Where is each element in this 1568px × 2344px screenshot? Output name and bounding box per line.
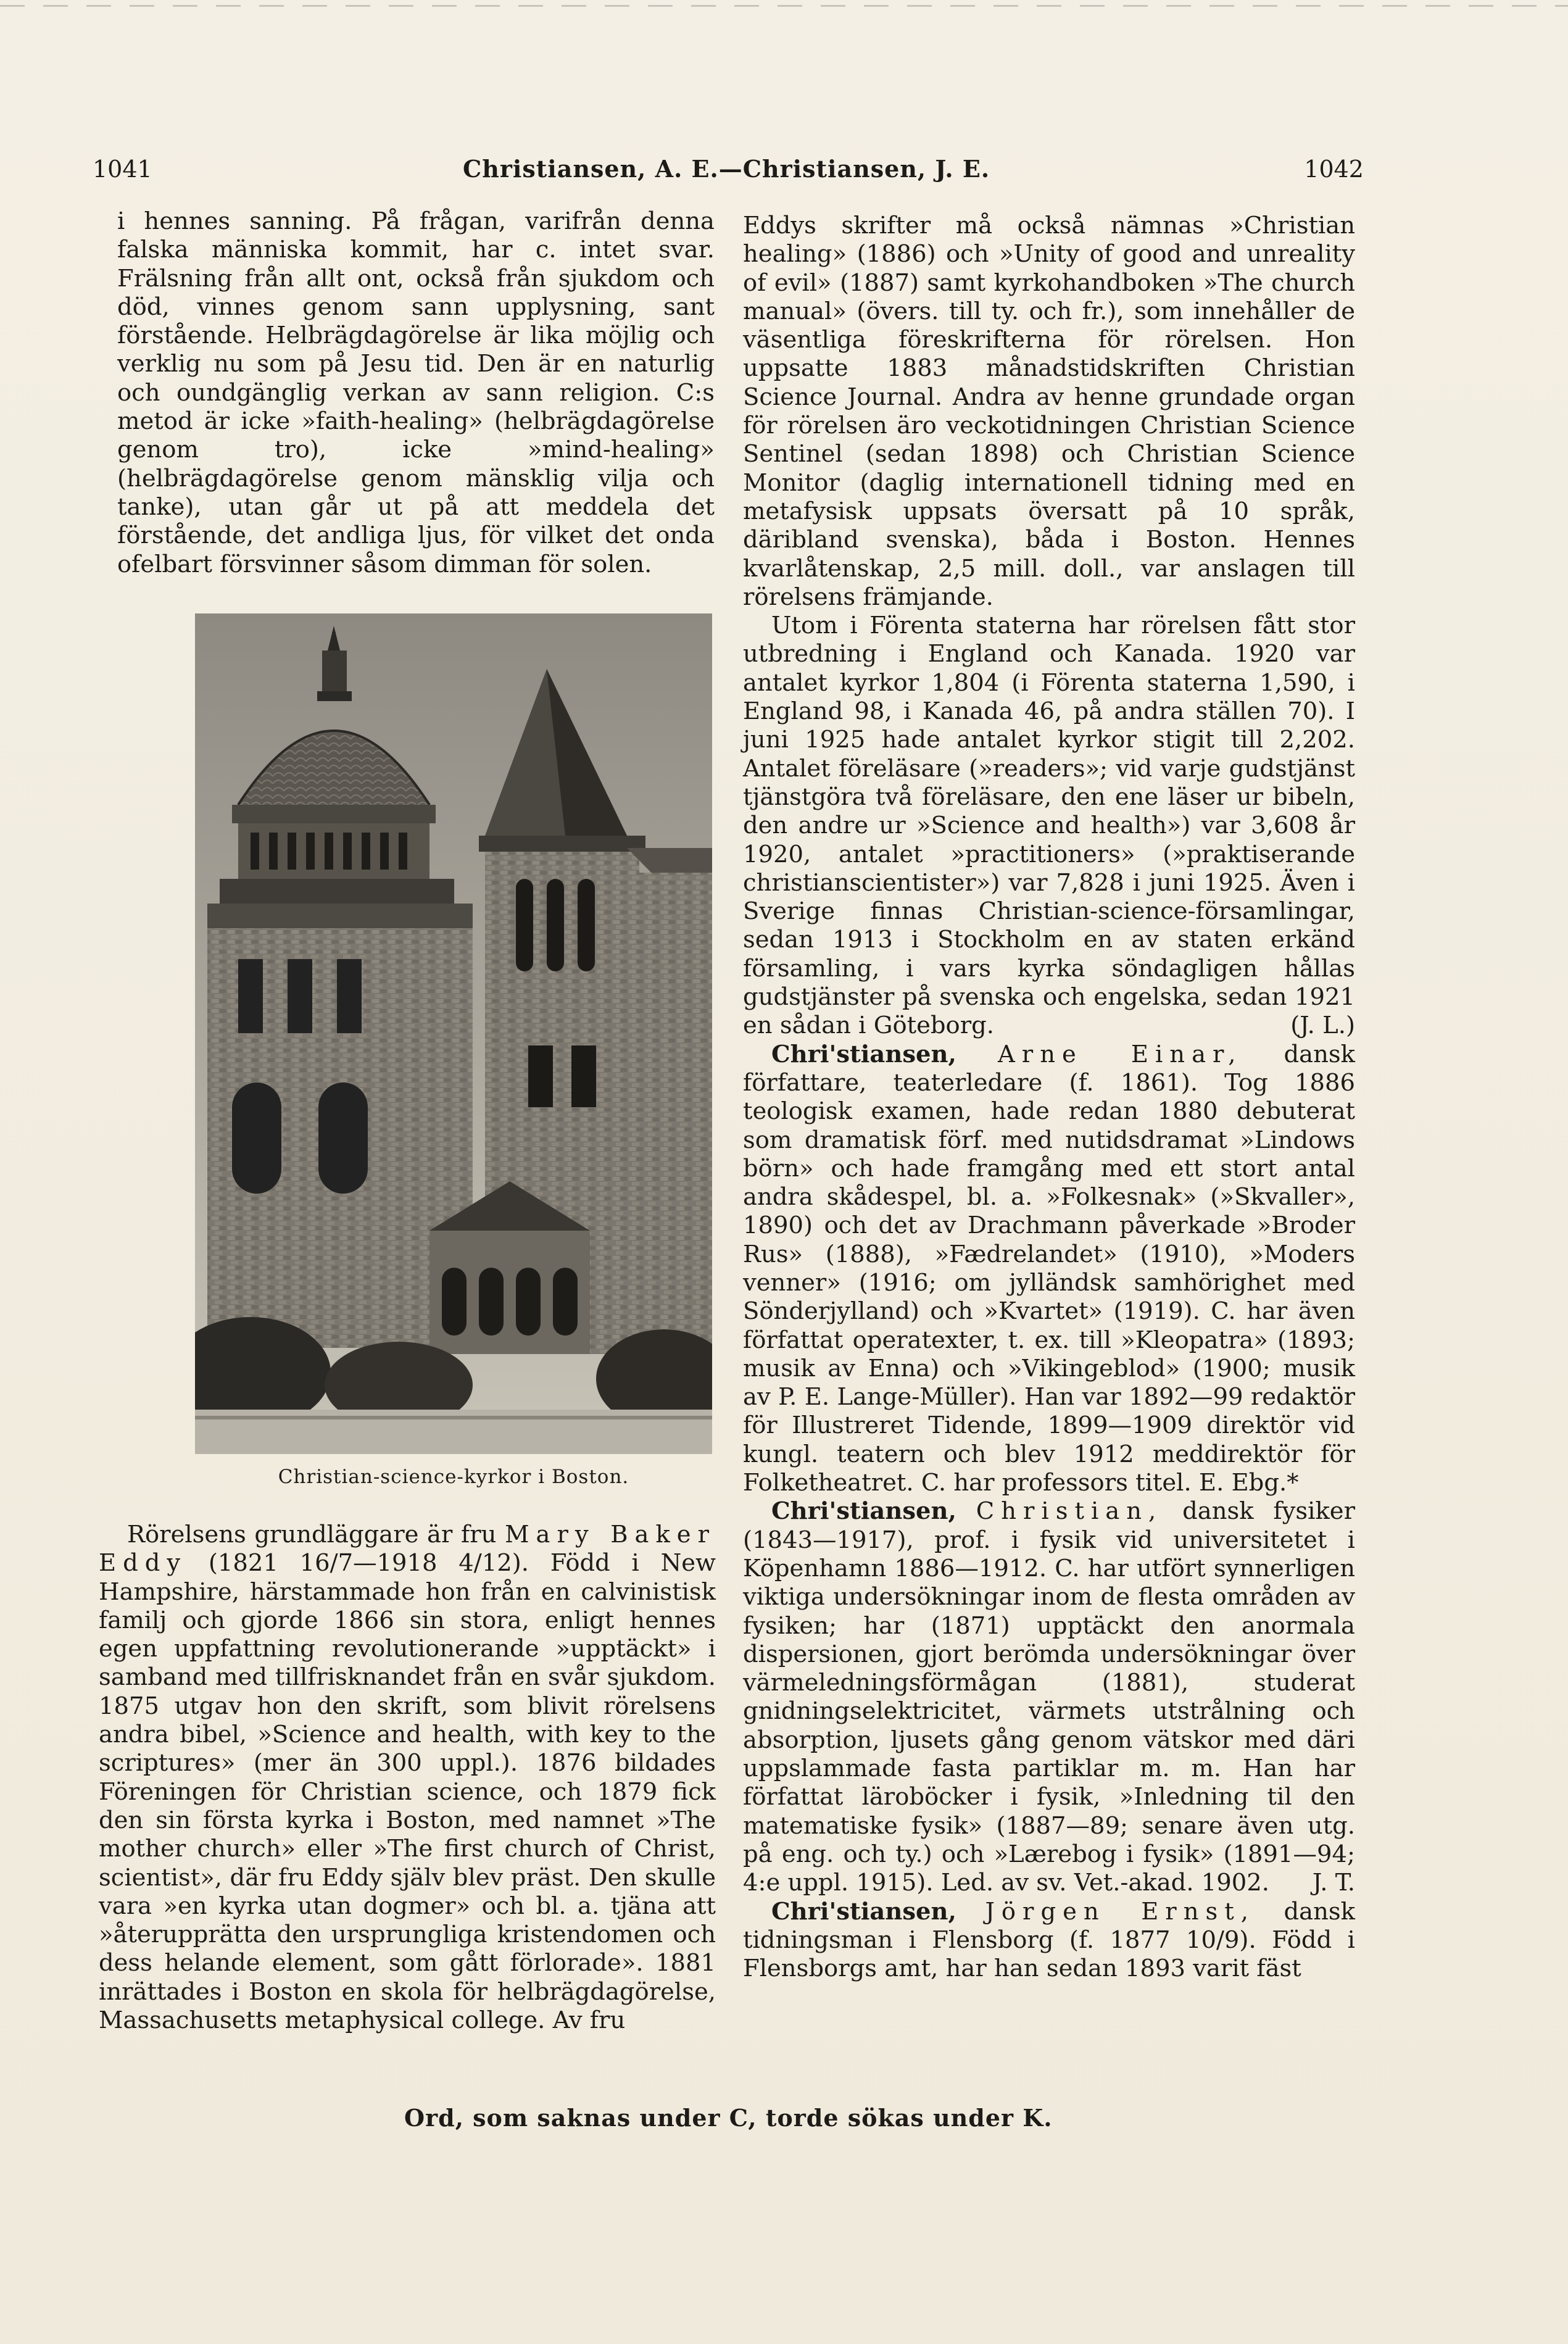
signature: E. Ebg.* bbox=[1198, 1469, 1299, 1497]
paragraph: i hennes sanning. På frågan, varifrån denna falska människa kommit, har c. intet svar. Frälsning från allt ont, också från sjukdom och död, vinnes genom sann upplysning, sant förstående. Helbrägdagörelse är lika möjlig och verklig nu som på Jesu tid. Den är en naturlig och oundgänglig verkan av sann religion. C:s metod är icke »faith-healing» (helbrägdagörelse genom tro), icke »mind-healing» (helbrägdagörelse genom mänsklig vilja och tanke), utan går ut på att meddela det förstående, det andliga ljus, för vilket det onda ofelbart försvinner såsom dimman för solen. bbox=[117, 207, 715, 578]
text-run: Rörelsens grundläggare är fru bbox=[127, 1521, 505, 1548]
entry-arne-einar bbox=[743, 1041, 1355, 1498]
paragraph bbox=[743, 612, 1355, 1040]
figure-caption: Christian-science-kyrkor i Boston. bbox=[278, 1466, 629, 1488]
entry-text: dansk tidningsman i Flensborg (f. 1877 10/9). Född i Flensborgs amt, har han sedan 1893 varit fäst bbox=[743, 1897, 1355, 1983]
paragraph bbox=[99, 1521, 716, 2035]
entry-text: dansk författare, teaterledare (f. 1861). Tog 1886 teologisk examen, hade redan 1880 debuterat som dramatisk förf. med nutidsdramat »Lindows börn» och hade framgång med ett stort antal andra skådespel, bl. a. »Folkesnak» (»Skvaller», 1890) och det av Drachmann påverkade »Broder Rus» (1888), »Fædrelandet» (1910), »Moders venner» (1916; om jylländsk samhörighet med Sönderjylland) och »Kvartet» (1919). C. har även författat operatexter, t. ex. till »Kleopatra» (1893; musik av Enna) och »Vikingeblod» (1900; musik av P. E. Lange-Müller). Han var 1892—99 redaktör för Illustreret Tidende, 1899—1909 direktör vid kungl. teatern och blev 1912 meddirektör för Folketheatret. C. har professors titel. bbox=[743, 1040, 1355, 1497]
entry-jorgen-ernst bbox=[743, 1898, 1355, 1984]
text-run: (1821 16/7—1918 4/12). bbox=[187, 1549, 550, 1577]
entry-name: Arne Einar, bbox=[998, 1040, 1243, 1068]
text-run: Född i New Hampshire, härstammade hon från en calvinistisk familj och gjorde 1866 sin stora, enligt hennes egen uppfattning revolutionerande »upptäckt» i samband med tillfrisknandet från en svår sjukdom. 1875 utgav hon den skrift, som blivit rörelsens andra bibel, »Science and health, with key to the scriptures» (mer än 300 uppl.). 1876 bildades Föreningen för Christian science, och 1879 fick den sin första kyrka i Boston, med namnet »The mother church» eller »The first church of Christ, scientist», där fru Eddy själv blev präst. Den skulle vara »en kyrka utan dogmer» och bl. a. tjäna att »återupprätta den ursprungliga kristendomen och dess helande element, som gått förlorade». 1881 inrättades i Boston en skola för helbrägdagörelse, Massachusetts metaphysical college. Av fru bbox=[99, 1549, 716, 2035]
page-number-left: 1041 bbox=[93, 156, 152, 183]
entry-headword: Chri'stiansen, bbox=[771, 1040, 956, 1068]
church-photo bbox=[195, 613, 712, 1454]
entry-name: Christian, bbox=[976, 1497, 1163, 1526]
running-header bbox=[93, 151, 1364, 188]
entry-christian bbox=[743, 1497, 1355, 1897]
paragraph: Eddys skrifter må också nämnas »Christian healing» (1886) och »Unity of good and unreality of evil» (1887) samt kyrkohandboken »The church manual» (övers. till ty. och fr.), som innehåller de väsentliga föreskrifterna för rörelsen. Hon uppsatte 1883 månadstidskriften Christian Science Journal. Andra av henne grundade organ för rörelsen äro veckotidningen Christian Science Sentinel (sedan 1898) och Christian Science Monitor (daglig internationell tidning med en metafysisk uppsats översatt på 10 språk, däribland svenska), båda i Boston. Hennes kvarlåtenskap, 2,5 mill. doll., var anslagen till rörelsens främjande. bbox=[743, 212, 1355, 611]
left-column-top bbox=[117, 207, 715, 579]
signature: J. T. bbox=[1312, 1869, 1355, 1897]
right-column bbox=[743, 212, 1355, 1983]
text-run: Utom i Förenta staterna har rörelsen fått stor utbredning i England och Kanada. 1920 var antalet kyrkor 1,804 (i Förenta staterna 1,590, i England 98, i Kanada 46, på andra ställen 70). I juni 1925 hade antalet kyrkor stigit till 2,202. Antalet föreläsare (»readers»; vid varje gudstjänst tjänstgöra två föreläsare, den ene läser ur bibeln, den andre ur »Science and health») var 3,608 år 1920, antalet »practitioners» (»praktiserande christianscientister») var 7,828 i juni 1925. Även i Sverige finnas Christian-science-församlingar, sedan 1913 i Stockholm en av staten erkänd församling, i vars kyrka söndagligen hållas gudstjänster på svenska och engelska, sedan 1921 en sådan i Göteborg. bbox=[743, 612, 1355, 1040]
entry-text: dansk fysiker (1843—1917), prof. i fysik vid universitetet i Köpenhamn 1886—1912. C. har utfört synnerligen viktiga undersökningar inom de flesta områden av fysiken; har (1871) upptäckt den anormala dispersionen, gjort berömda undersökningar över värmeledningsförmågan (1881), studerat gnidningselektricitet, värmets utstrålning och absorption, ljusets gång genom vätskor med däri uppslammade fasta partiklar m. m. Han har författat läroböcker i fysik, »Inledning til den matematiske fysik» (1887—89; senare även utg. på eng. och ty.) och »Lærebog i fysik» (1891—94; 4:e uppl. 1915). Led. av sv. Vet.-akad. 1902. bbox=[743, 1497, 1355, 1897]
entry-headword: Chri'stiansen, bbox=[771, 1497, 956, 1526]
left-column-bottom bbox=[99, 1521, 716, 2035]
scan-edge bbox=[0, 5, 1568, 7]
footer-note: Ord, som saknas under C, torde sökas under K. bbox=[404, 2104, 1053, 2132]
person-name: Mary Baker Eddy bbox=[99, 1521, 716, 1577]
signature: (J. L.) bbox=[1290, 1012, 1355, 1040]
page-number-right: 1042 bbox=[1304, 156, 1364, 183]
entry-name: Jörgen Ernst, bbox=[985, 1897, 1255, 1926]
header-title: Christiansen, A. E.—Christiansen, J. E. bbox=[463, 155, 990, 183]
church-illustration bbox=[195, 613, 712, 1454]
entry-headword: Chri'stiansen, bbox=[771, 1897, 956, 1926]
